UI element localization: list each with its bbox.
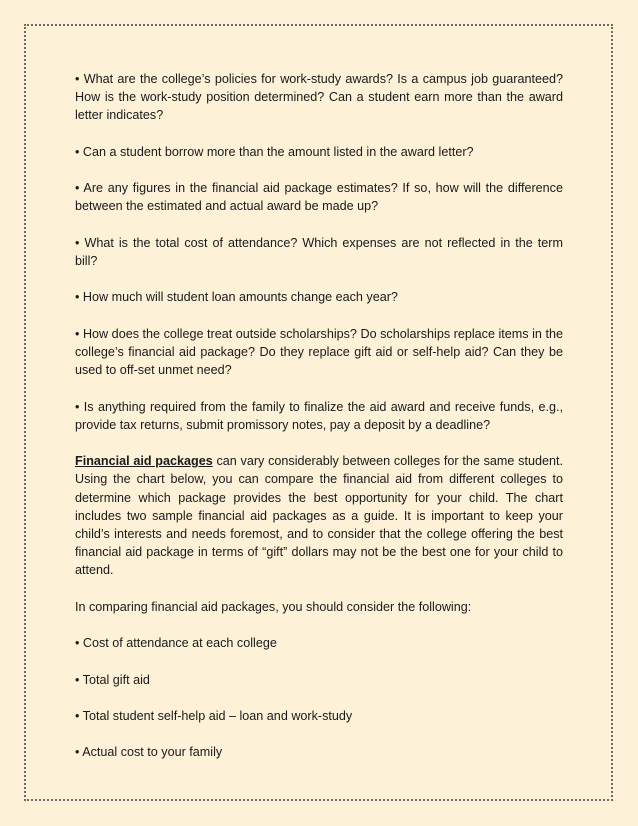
financial-aid-packages-heading: Financial aid packages: [75, 454, 213, 469]
paragraph-comparing-intro: In comparing financial aid packages, you should consider the following:: [75, 599, 472, 614]
paragraph-loan-change: • How much will student loan amounts change each year?: [75, 290, 398, 305]
paragraph-cost-of-attendance: • What is the total cost of attendance? Which expenses are not reflected in the term bill?: [75, 235, 563, 268]
paragraph-borrow: • Can a student borrow more than the amount listed in the award letter?: [75, 144, 474, 159]
paragraph-financial-aid-packages: [75, 452, 563, 579]
list-item-cost: • Cost of attendance at each college: [75, 636, 277, 651]
paragraph-estimates: • Are any figures in the financial aid package estimates? If so, how will the difference between the estimated and actual award be made up?: [75, 181, 563, 214]
document-body: [75, 70, 563, 780]
paragraph-work-study: • What are the college’s policies for work-study awards? Is a campus job guaranteed? How is the work-study position determined? Can a student earn more than the award letter indicates?: [75, 72, 563, 123]
paragraph-outside-scholarships: • How does the college treat outside scholarships? Do scholarships replace items in the college’s financial aid package? Do they replace gift aid or self-help aid? Can they be used to off-set unmet need?: [75, 326, 563, 378]
paragraph-family-requirements: • Is anything required from the family to finalize the aid award and receive funds, e.g., provide tax returns, submit promissory notes, pay a deposit by a deadline?: [75, 399, 563, 432]
list-item-gift-aid: • Total gift aid: [75, 672, 150, 687]
list-item-self-help: • Total student self-help aid – loan and work-study: [75, 708, 353, 723]
list-item-actual-cost: • Actual cost to your family: [75, 745, 223, 760]
financial-aid-packages-text: can vary considerably between colleges for the same student. Using the chart below, you can compare the financial aid from different colleges to determine which package provides the best opportunity for your child. The chart includes two sample financial aid packages as a guide. It is important to keep your child’s interests and needs foremost, and to consider that the college offering the best financial aid package in terms of “gift” dollars may not be the best one for your child to attend.: [75, 454, 563, 578]
